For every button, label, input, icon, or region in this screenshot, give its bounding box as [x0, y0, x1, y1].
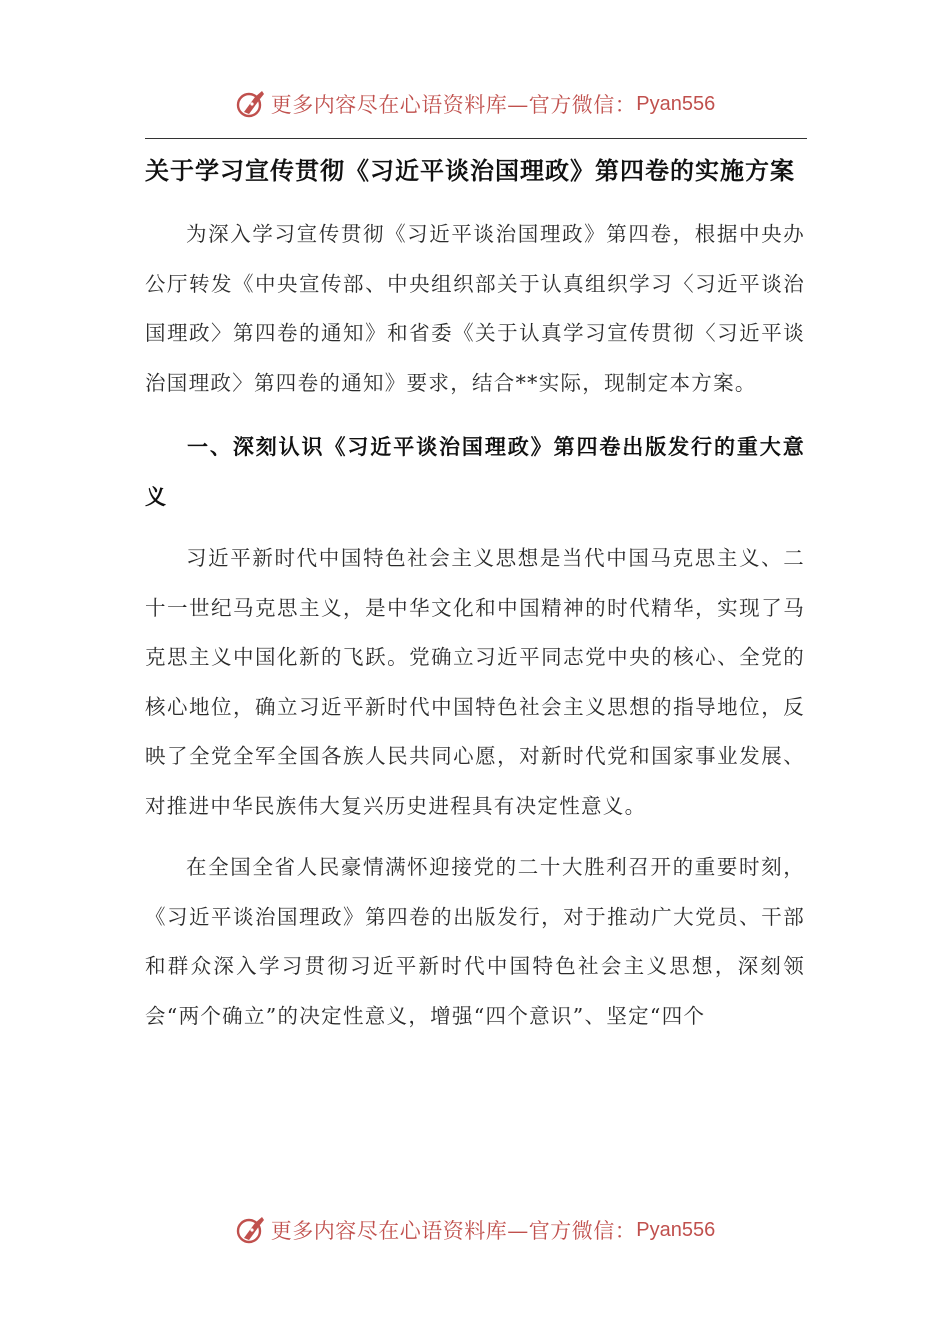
header-rule — [145, 138, 807, 139]
watermark-banner-bottom — [0, 1210, 950, 1250]
watermark-wechat-id: Pyan556 — [636, 92, 716, 115]
document-body — [145, 146, 805, 1041]
document-title: 关于学习宣传贯彻《习近平谈治国理政》第四卷的实施方案 — [145, 156, 795, 185]
pen-nib-logo-icon — [235, 88, 267, 120]
section-heading-1: 一、深刻认识《习近平谈治国理政》第四卷出版发行的重大意义 — [145, 434, 805, 509]
section-1-paragraph-2: 在全国全省人民豪情满怀迎接党的二十大胜利召开的重要时刻，《习近平谈治国理政》第四卷的出版发行，对于推动广大党员、干部和群众深入学习贯彻习近平新时代中国特色社会主义思想，深刻领会“两个确立”的决定性意义，增强“四个意识”、坚定“四个 — [145, 855, 805, 1028]
section-1-paragraph-1: 习近平新时代中国特色社会主义思想是当代中国马克思主义、二十一世纪马克思主义，是中华文化和中国精神的时代精华，实现了马克思主义中国化新的飞跃。党确立习近平同志党中央的核心、全党的核心地位，确立习近平新时代中国特色社会主义思想的指导地位，反映了全党全军全国各族人民共同心愿，对新时代党和国家事业发展、对推进中华民族伟大复兴历史进程具有决定性意义。 — [145, 546, 805, 818]
watermark-text: 更多内容尽在心语资料库—官方微信： — [270, 1219, 637, 1243]
watermark-wechat-id: Pyan556 — [636, 1218, 716, 1241]
watermark-text: 更多内容尽在心语资料库—官方微信： — [270, 93, 637, 117]
pen-nib-logo-icon — [235, 1214, 267, 1246]
intro-paragraph: 为深入学习宣传贯彻《习近平谈治国理政》第四卷，根据中央办公厅转发《中央宣传部、中央组织部关于认真组织学习〈习近平谈治国理政〉第四卷的通知》和省委《关于认真学习宣传贯彻〈习近平谈治国理政〉第四卷的通知》要求，结合**实际，现制定本方案。 — [145, 222, 805, 395]
watermark-banner-top — [0, 84, 950, 124]
